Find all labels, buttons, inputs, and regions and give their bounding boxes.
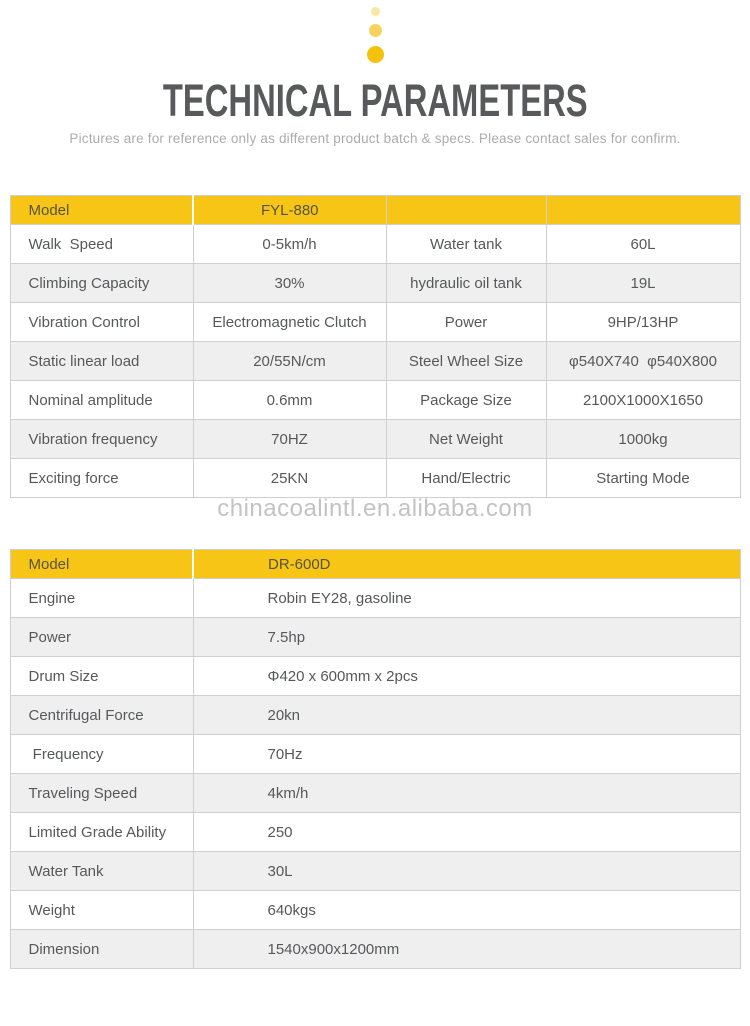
table2-model-label: Model bbox=[10, 550, 193, 579]
spec-row bbox=[10, 381, 740, 420]
brand-dots bbox=[0, 0, 750, 63]
spec-row bbox=[10, 303, 740, 342]
spec-label-cell: hydraulic oil tank bbox=[386, 264, 546, 303]
spec-value-cell: 2100X1000X1650 bbox=[546, 381, 740, 420]
spec-value-cell: 20kn bbox=[193, 696, 740, 735]
spec-label-cell: Weight bbox=[10, 891, 193, 930]
spec-row bbox=[10, 735, 740, 774]
dot-small-icon bbox=[371, 7, 380, 16]
spec-table-dr600d bbox=[10, 549, 741, 969]
page-title: TECHNICAL PARAMETERS bbox=[162, 75, 588, 126]
spec-row bbox=[10, 774, 740, 813]
spec-value-cell: φ540X740 φ540X800 bbox=[546, 342, 740, 381]
spec-label-cell: Frequency bbox=[10, 735, 193, 774]
spec-value-cell: 1540x900x1200mm bbox=[193, 930, 740, 969]
spec-value-cell: Hand/Electric bbox=[386, 459, 546, 498]
spec-label-cell: Walk Speed bbox=[10, 225, 193, 264]
spec-value-cell: 20/55N/cm bbox=[193, 342, 386, 381]
spec-value-cell: 0.6mm bbox=[193, 381, 386, 420]
spec-value-cell: 30L bbox=[193, 852, 740, 891]
spec-label-cell: Engine bbox=[10, 579, 193, 618]
spec-value-cell: 25KN bbox=[193, 459, 386, 498]
spec-value-cell: Electromagnetic Clutch bbox=[193, 303, 386, 342]
spec-value-cell: 30% bbox=[193, 264, 386, 303]
spec-value-cell: 250 bbox=[193, 813, 740, 852]
spec-value-cell: 70HZ bbox=[193, 420, 386, 459]
spec-table-fyl880 bbox=[10, 195, 741, 498]
spec-value-cell: Φ420 x 600mm x 2pcs bbox=[193, 657, 740, 696]
spec-label-cell: Starting Mode bbox=[546, 459, 740, 498]
spec-value-cell: 19L bbox=[546, 264, 740, 303]
table2-model-value: DR-600D bbox=[193, 550, 740, 579]
spec-row bbox=[10, 459, 740, 498]
spec-value-cell: Robin EY28, gasoline bbox=[193, 579, 740, 618]
spec-value-cell: 0-5km/h bbox=[193, 225, 386, 264]
spec-label-cell: Water tank bbox=[386, 225, 546, 264]
watermark-text: chinacoalintl.en.alibaba.com bbox=[217, 495, 533, 522]
spec-label-cell: Net Weight bbox=[386, 420, 546, 459]
spec-label-cell: Vibration Control bbox=[10, 303, 193, 342]
spec-label-cell: Drum Size bbox=[10, 657, 193, 696]
spec-label-cell: Power bbox=[386, 303, 546, 342]
spec-label-cell: Limited Grade Ability bbox=[10, 813, 193, 852]
spec-row bbox=[10, 618, 740, 657]
spec-row bbox=[10, 342, 740, 381]
spec-value-cell: 4km/h bbox=[193, 774, 740, 813]
spec-label-cell: Steel Wheel Size bbox=[386, 342, 546, 381]
spec-row bbox=[10, 813, 740, 852]
spec-label-cell: Nominal amplitude bbox=[10, 381, 193, 420]
spec-row bbox=[10, 657, 740, 696]
dot-large-icon bbox=[367, 46, 384, 63]
table1-header-spacer bbox=[386, 196, 546, 225]
spec-row bbox=[10, 579, 740, 618]
spec-label-cell: Dimension bbox=[10, 930, 193, 969]
dot-medium-icon bbox=[369, 24, 382, 37]
table2-header-row bbox=[10, 550, 740, 579]
spec-value-cell: 640kgs bbox=[193, 891, 740, 930]
table1-header-spacer bbox=[546, 196, 740, 225]
spec-label-cell: Traveling Speed bbox=[10, 774, 193, 813]
spec-row bbox=[10, 225, 740, 264]
spec-value-cell: 7.5hp bbox=[193, 618, 740, 657]
spec-row bbox=[10, 930, 740, 969]
spec-value-cell: 60L bbox=[546, 225, 740, 264]
spec-value-cell: 70Hz bbox=[193, 735, 740, 774]
spec-row bbox=[10, 852, 740, 891]
spec-value-cell: 1000kg bbox=[546, 420, 740, 459]
spec-label-cell: Static linear load bbox=[10, 342, 193, 381]
spec-row bbox=[10, 264, 740, 303]
spec-label-cell: Exciting force bbox=[10, 459, 193, 498]
spec-row bbox=[10, 891, 740, 930]
spec-value-cell: 9HP/13HP bbox=[546, 303, 740, 342]
spec-label-cell: Vibration frequency bbox=[10, 420, 193, 459]
spec-label-cell: Package Size bbox=[386, 381, 546, 420]
spec-label-cell: Centrifugal Force bbox=[10, 696, 193, 735]
table1-header-row bbox=[10, 196, 740, 225]
spec-label-cell: Water Tank bbox=[10, 852, 193, 891]
spec-row bbox=[10, 420, 740, 459]
table1-model-value: FYL-880 bbox=[193, 196, 386, 225]
spec-label-cell: Climbing Capacity bbox=[10, 264, 193, 303]
table1-model-label: Model bbox=[10, 196, 193, 225]
spec-row bbox=[10, 696, 740, 735]
spec-label-cell: Power bbox=[10, 618, 193, 657]
page-subtitle: Pictures are for reference only as different product batch & specs. Please contact sales for confirm. bbox=[69, 131, 681, 146]
